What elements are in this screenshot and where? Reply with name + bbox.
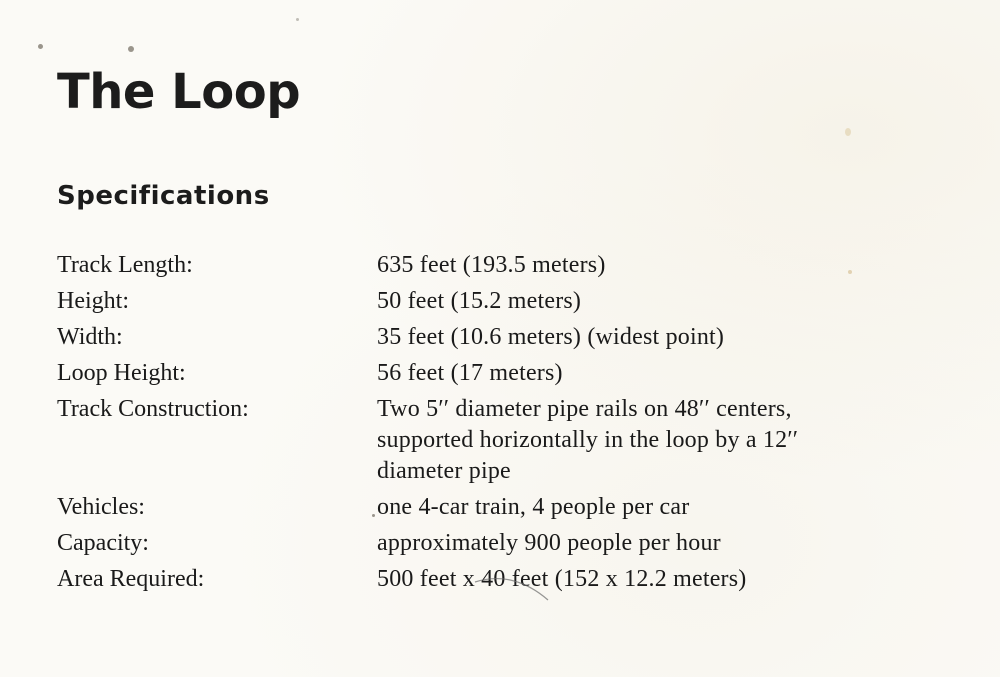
dust-speck bbox=[845, 128, 851, 136]
specifications-list bbox=[57, 250, 957, 600]
spec-row-height bbox=[57, 286, 957, 317]
spec-label: Loop Height: bbox=[57, 360, 186, 386]
spec-row-vehicles bbox=[57, 492, 957, 523]
spec-label: Width: bbox=[57, 324, 123, 350]
spec-row-capacity bbox=[57, 528, 957, 559]
spec-value: 635 feet (193.5 meters) bbox=[377, 252, 606, 278]
spec-value: approximately 900 people per hour bbox=[377, 530, 721, 556]
spec-value: one 4-car train, 4 people per car bbox=[377, 494, 690, 520]
spec-value: 56 feet (17 meters) bbox=[377, 360, 563, 386]
page-title: The Loop bbox=[57, 64, 301, 120]
dust-speck bbox=[128, 46, 134, 52]
dust-speck bbox=[38, 44, 43, 49]
spec-label: Capacity: bbox=[57, 530, 149, 556]
spec-row-track-construction bbox=[57, 394, 957, 487]
spec-label: Height: bbox=[57, 288, 129, 314]
spec-value: Two 5′′ diameter pipe rails on 48′′ centers, supported horizontally in the loop by a 12′′ diameter pipe bbox=[377, 396, 799, 484]
spec-value: 50 feet (15.2 meters) bbox=[377, 288, 582, 314]
spec-label: Track Length: bbox=[57, 252, 193, 278]
pen-mark-icon bbox=[470, 570, 590, 610]
spec-row-width bbox=[57, 322, 957, 353]
spec-value: 35 feet (10.6 meters) (widest point) bbox=[377, 324, 725, 350]
spec-label: Vehicles: bbox=[57, 494, 145, 520]
spec-row-track-length bbox=[57, 250, 957, 281]
section-heading: Specifications bbox=[57, 181, 270, 211]
spec-row-loop-height bbox=[57, 358, 957, 389]
dust-speck bbox=[296, 18, 299, 21]
spec-label: Track Construction: bbox=[57, 396, 249, 422]
spec-value: 500 feet x 40 feet (152 x 12.2 meters) bbox=[377, 566, 747, 592]
spec-label: Area Required: bbox=[57, 566, 205, 592]
